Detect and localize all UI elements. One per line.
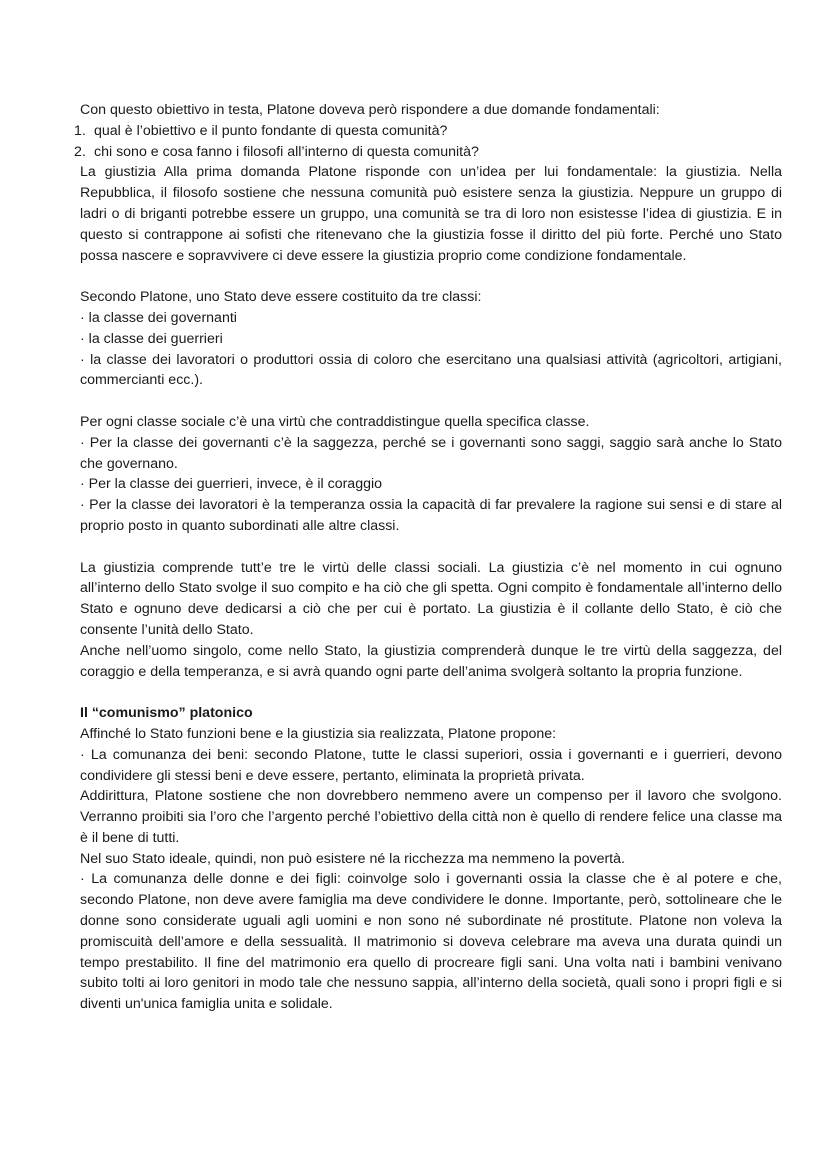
donne-paragraph: · La comunanza delle donne e dei figli: coinvolge solo i governanti ossia la classe che è al potere e che, secondo Platone, non deve avere famiglia ma deve condividere le donne. Importante, però, sottolineare che le donne sono considerate uguali agli uomini e non sono né subordinate né prostitute. Platone non voleva la promiscuità dell’amore e della sessualità. Il matrimonio si doveva celebrare ma aveva una durata quindi un tempo prestabilito. Il fine del matrimonio era quello di procreare figli sani. Una volta nati i bambini venivano subito tolti ai loro genitori in modo tale che nessuno sappia, all’interno della società, quali sono i propri figli e si diventi un'unica famiglia unita e solidale. bbox=[80, 871, 782, 1013]
stato-ideale-paragraph: Nel suo Stato ideale, quindi, non può esistere né la ricchezza ma nemmeno la povertà. bbox=[80, 850, 625, 867]
classi-item: · la classe dei governanti bbox=[80, 309, 237, 326]
list-item-text: qual è l’obiettivo e il punto fondante di questa comunità? bbox=[94, 122, 448, 139]
beni-paragraph: · La comunanza dei beni: secondo Platone, tutte le classi superiori, ossia i governanti e i guerrieri, devono condividere gli stessi beni e deve essere, pertanto, eliminata la proprietà privata. bbox=[80, 746, 782, 784]
affinche-paragraph: Affinché lo Stato funzioni bene e la giustizia sia realizzata, Platone propone: bbox=[80, 725, 557, 742]
giustizia-comprende-paragraph: La giustizia comprende tutt’e tre le virtù delle classi sociali. La giustizia c’è nel momento in cui ognuno all’interno dello Stato svolge il suo compito e ha ciò che gli spetta. Ogni compito è fondamentale all’interno dello Stato e ognuno deve dedicarsi a ciò che per cui è portato. La giustizia è il collante dello Stato, è ciò che consente l’unità dello Stato. bbox=[80, 559, 782, 638]
classi-item: · la classe dei guerrieri bbox=[80, 330, 223, 347]
virtu-item: · Per la classe dei guerrieri, invece, è il coraggio bbox=[80, 476, 383, 493]
paragraph-gap bbox=[80, 266, 782, 287]
list-item bbox=[74, 121, 782, 142]
paragraph-gap bbox=[80, 391, 782, 412]
list-number: 2. bbox=[74, 143, 86, 160]
addirittura-paragraph: Addirittura, Platone sostiene che non dovrebbero nemmeno avere un compenso per il lavoro che svolgono. Verranno proibiti sia l’oro che l’argento perché l’obiettivo della città non è quello di rendere felice una classe ma è il bene di tutti. bbox=[80, 788, 782, 846]
virtu-item: · Per la classe dei lavoratori è la temperanza ossia la capacità di far prevalere la ragione sui sensi e di stare al proprio posto in quanto subordinati alle altre classi. bbox=[80, 497, 782, 534]
giustizia-paragraph: La giustizia Alla prima domanda Platone risponde con un’idea per lui fondamentale: la giustizia. Nella Repubblica, il filosofo sostiene che nessuna comunità può esistere senza la giustizia. Neppure un gruppo di ladri o di briganti potrebbe essere un gruppo, una comunità se tra di loro non esistesse l’idea di giustizia. E in questo si contrappone ai sofisti che ritenevano che la giustizia fosse il diritto del più forte. Perché uno Stato possa nascere e sopravvivere ci deve essere la giustizia proprio come condizione fondamentale. bbox=[80, 164, 782, 264]
section-heading: Il “comunismo” platonico bbox=[80, 705, 253, 722]
list-item-text: chi sono e cosa fanno i filosofi all’interno di questa comunità? bbox=[94, 143, 479, 160]
paragraph-gap bbox=[80, 537, 782, 558]
paragraph-gap bbox=[80, 682, 782, 703]
classi-intro-paragraph: Secondo Platone, uno Stato deve essere costituito da tre classi: bbox=[80, 289, 482, 306]
list-item bbox=[74, 142, 782, 163]
uomo-singolo-paragraph: Anche nell’uomo singolo, come nello Stato, la giustizia comprenderà dunque le tre virtù della saggezza, del coraggio e della temperanza, e si avrà quando ogni parte dell’anima svolgerà soltanto la propria funzione. bbox=[80, 642, 782, 680]
virtu-item: · Per la classe dei governanti c’è la saggezza, perché se i governanti sono saggi, saggio sarà anche lo Stato che governano. bbox=[80, 434, 782, 472]
virtu-intro-paragraph: Per ogni classe sociale c’è una virtù che contraddistingue quella specifica classe. bbox=[80, 413, 590, 430]
questions-list bbox=[74, 121, 782, 163]
intro-paragraph: Con questo obiettivo in testa, Platone doveva però rispondere a due domande fondamentali: bbox=[80, 102, 660, 118]
list-number: 1. bbox=[74, 122, 86, 139]
classi-item: · la classe dei lavoratori o produttori ossia di coloro che esercitano una qualsiasi attività (agricoltori, artigiani, commercianti ecc.). bbox=[80, 351, 782, 389]
